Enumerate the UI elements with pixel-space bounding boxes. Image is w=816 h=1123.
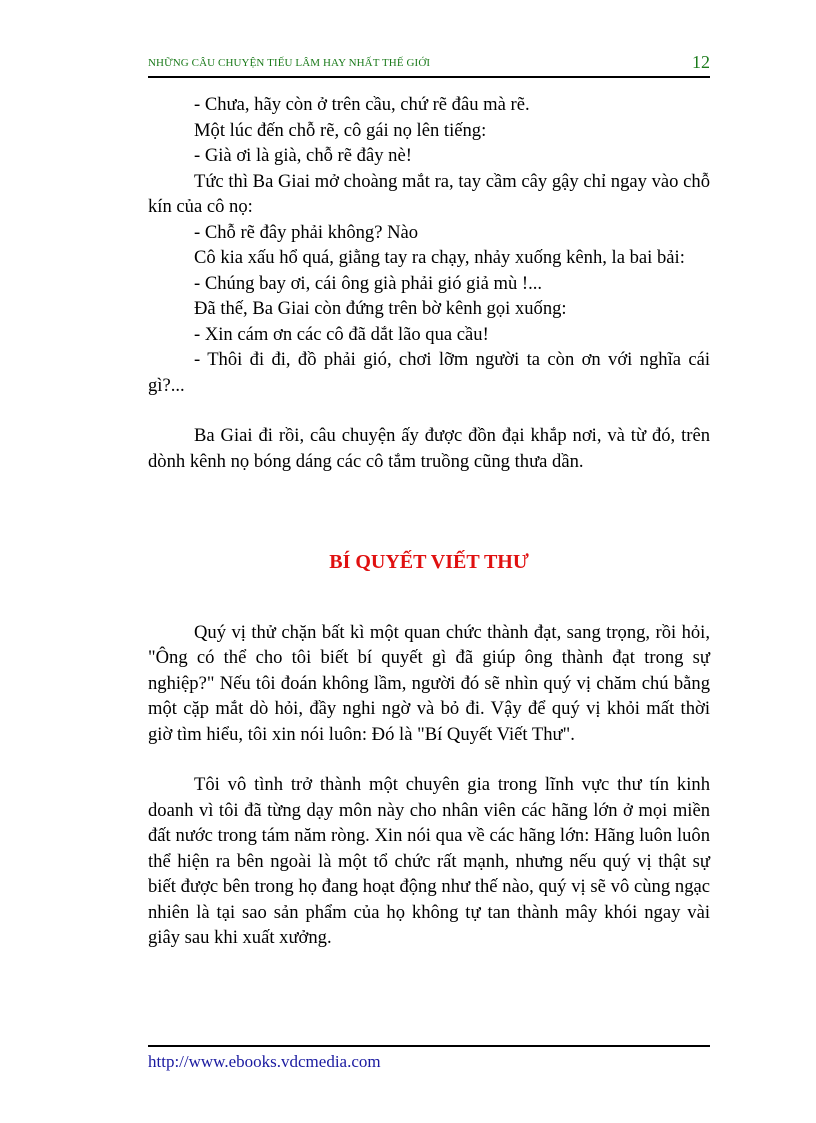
- story-line: - Chưa, hãy còn ở trên cầu, chứ rẽ đâu mà rẽ.: [194, 94, 530, 115]
- footer-website-link[interactable]: http://www.ebooks.vdcmedia.com: [148, 1052, 381, 1071]
- footer-divider: [148, 1045, 710, 1047]
- spacer: [148, 576, 710, 620]
- story-line: Một lúc đến chỗ rẽ, cô gái nọ lên tiếng:: [194, 119, 487, 141]
- running-header-title: NHỮNG CÂU CHUYỆN TIẾU LÂM HAY NHẤT THẾ GIỚI: [148, 57, 431, 69]
- section-paragraph: Tôi vô tình trở thành một chuyên gia trong lĩnh vực thư tín kinh doanh vì tôi đã từng dạy môn này cho nhân viên các hãng lớn ở mọi miền đất nước trong tám năm ròng. Xin nói qua về các hãng lớn: Hãng luôn luôn thể hiện ra bên ngoài là một tổ chức rất mạnh, nhưng nếu quý vị thật sự biết được bên trong họ đang hoạt động như thế nào, quý vị sẽ vô cùng ngạc nhiên là tại sao sản phẩm của họ không tự tan thành mây khói ngay vài giây sau khi xuất xưởng.: [148, 774, 710, 948]
- story-line: - Chỗ rẽ đây phải không? Nào: [194, 221, 419, 243]
- story-line: Tức thì Ba Giai mở choàng mắt ra, tay cầm cây gậy chỉ ngay vào chỗ kín của cô nọ:: [148, 170, 710, 217]
- spacer: [148, 747, 710, 772]
- story-line: - Xin cám ơn các cô đã dắt lão qua cầu!: [194, 323, 489, 345]
- page-header: [148, 52, 710, 76]
- story-line: - Già ơi là già, chỗ rẽ đây nè!: [194, 145, 412, 166]
- page-content: [148, 92, 710, 951]
- spacer: [148, 474, 710, 550]
- header-divider: [148, 76, 710, 78]
- story-line: Đã thế, Ba Giai còn đứng trên bờ kênh gọi xuống:: [194, 298, 567, 319]
- section-title: BÍ QUYẾT VIẾT THƯ: [329, 551, 529, 573]
- story-line: Cô kia xấu hổ quá, giằng tay ra chạy, nhảy xuống kênh, la bai bải:: [194, 247, 685, 268]
- spacer: [148, 398, 710, 423]
- story-closing-paragraph: Ba Giai đi rồi, câu chuyện ấy được đồn đại khắp nơi, và từ đó, trên dònh kênh nọ bóng dáng các cô tắm truồng cũng thưa dần.: [148, 425, 710, 472]
- story-line: - Thôi đi đi, đồ phải gió, chơi lỡm người ta còn ơn với nghĩa cái gì?...: [148, 349, 710, 396]
- page-number: 12: [692, 52, 710, 72]
- section-paragraph: Quý vị thử chặn bất kì một quan chức thành đạt, sang trọng, rồi hỏi, "Ông có thể cho tôi biết bí quyết gì đã giúp ông thành đạt trong sự nghiệp?" Nếu tôi đoán không lầm, người đó sẽ nhìn quý vị chăm chú bằng một cặp mắt dò hỏi, đầy nghi ngờ và bỏ đi. Vậy để quý vị khỏi mất thời giờ tìm hiểu, tôi xin nói luôn: Đó là "Bí Quyết Viết Thư".: [148, 621, 710, 745]
- story-line: - Chúng bay ơi, cái ông già phải gió giả mù !...: [194, 272, 543, 294]
